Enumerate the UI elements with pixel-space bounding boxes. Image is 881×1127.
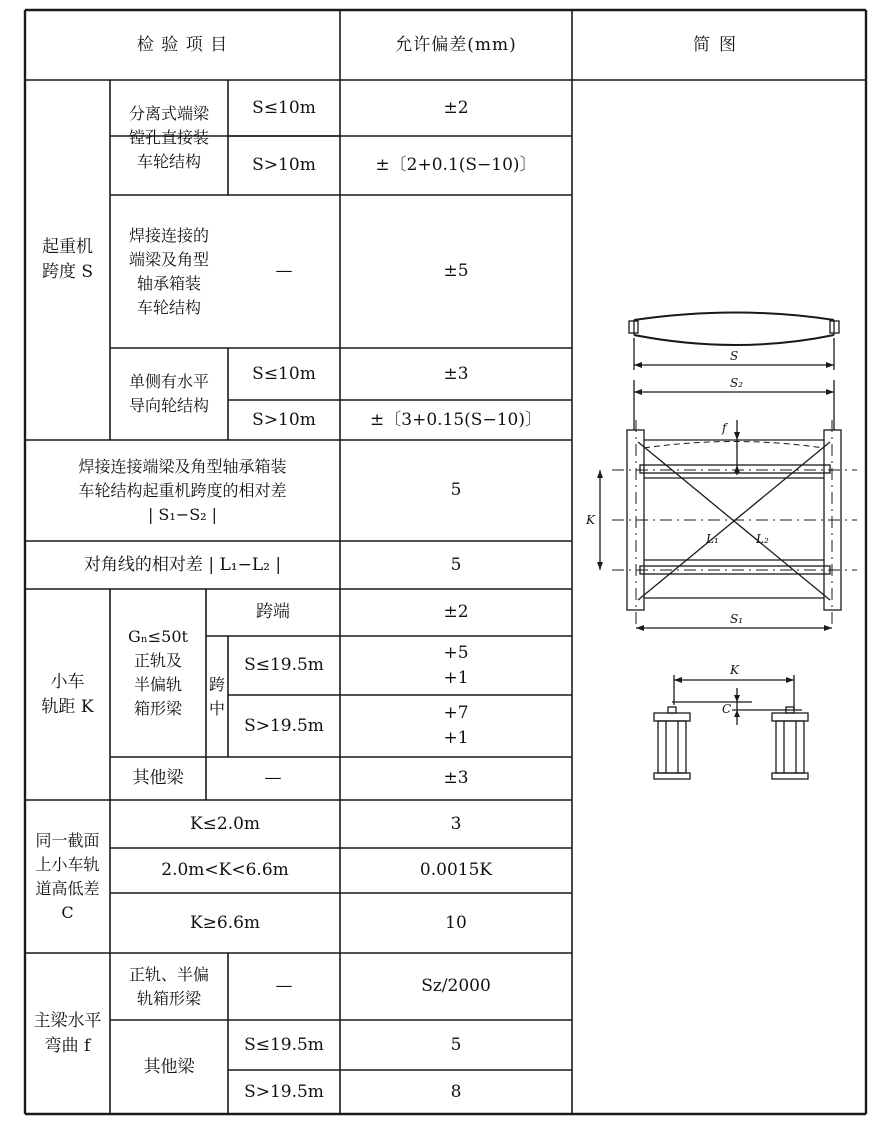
bending-group-label: 主梁水平 弯曲 f	[33, 1010, 102, 1056]
trolley-other-cond: —	[264, 768, 282, 788]
dim-k2-label: K	[730, 663, 739, 677]
trolley-mid-gt-value: +7 +1	[443, 703, 469, 748]
bending-gt-value: 8	[450, 1081, 462, 1102]
header-tolerance: 允许偏差(mm)	[395, 34, 517, 55]
rail-height-r3-value: 10	[445, 912, 467, 933]
split-beam-label: 分离式端梁 镗孔直接装 车轮结构	[128, 103, 209, 171]
split-le10-cond: S≤10m	[252, 97, 316, 118]
trolley-other-value: ±3	[443, 768, 469, 788]
crane-plan-view	[612, 420, 857, 625]
trolley-gauge-group-label: 小车 轨距 K	[41, 671, 94, 717]
crane-sketch	[572, 80, 866, 780]
trolley-mid-gt-cond: S>19.5m	[244, 715, 324, 736]
dim-f-label: f	[722, 421, 727, 435]
dim-s-label: S	[730, 349, 739, 363]
trolley-mid-le-value: +5 +1	[443, 642, 469, 688]
split-le10-value: ±2	[443, 97, 469, 118]
bending-box-cond: —	[275, 976, 293, 996]
trolley-box-beam-label: Gₙ≤50t 正轨及 半偏轨 箱形梁	[128, 627, 188, 718]
bending-gt-cond: S>19.5m	[244, 1081, 324, 1102]
trolley-end-value: ±2	[443, 602, 469, 622]
bending-box-value: Sz/2000	[421, 976, 491, 996]
rail-height-r2-value: 0.0015K	[419, 860, 493, 880]
rail-height-r1-cond: K≤2.0m	[189, 813, 261, 834]
bending-le-value: 5	[450, 1034, 462, 1055]
rail-height-r1-value: 3	[450, 813, 462, 834]
bending-box-beam-label: 正轨、半偏 轨箱形梁	[128, 964, 209, 1008]
rail-section-view	[654, 675, 808, 779]
trolley-end-cond: 跨端	[256, 602, 290, 622]
relative-span-value: 5	[450, 480, 462, 500]
dim-s1-label: S₁	[730, 612, 744, 626]
diagonal-label: 对角线的相对差 | L₁−L₂ |	[83, 554, 282, 575]
side-gt10-cond: S>10m	[252, 409, 316, 430]
header-sketch: 简图	[693, 34, 745, 55]
span-group-label: 起重机 跨度 S	[41, 237, 94, 282]
welded-label: 焊接连接的 端梁及角型 轴承箱装 车轮结构	[128, 225, 209, 317]
bending-other-label: 其他梁	[143, 1056, 195, 1077]
trolley-other-label: 其他梁	[132, 768, 184, 788]
diag-l1-label: L₁	[706, 532, 719, 546]
dim-c-label: C	[722, 702, 732, 716]
rail-height-r3-cond: K≥6.6m	[189, 912, 261, 933]
welded-cond: —	[275, 261, 293, 281]
dim-k-label: K	[586, 513, 595, 527]
rail-height-r2-cond: 2.0m<K<6.6m	[161, 860, 289, 880]
trolley-mid-le-cond: S≤19.5m	[244, 655, 324, 675]
dim-s2-label: S₂	[730, 376, 744, 390]
welded-value: ±5	[443, 261, 469, 281]
side-gt10-value: ±〔3+0.15(S−10)〕	[370, 409, 542, 430]
split-gt10-cond: S>10m	[252, 155, 316, 175]
split-gt10-value: ±〔2+0.1(S−10)〕	[375, 155, 537, 175]
bending-le-cond: S≤19.5m	[244, 1034, 324, 1055]
side-le10-value: ±3	[443, 363, 469, 384]
header-item: 检 验 项 目	[136, 34, 229, 55]
diag-l2-label: L₂	[756, 532, 769, 546]
relative-span-label: 焊接连接端梁及角型轴承箱装 车轮结构起重机跨度的相对差 | S₁−S₂ |	[78, 456, 287, 524]
rail-height-group-label: 同一截面 上小车轨 道高低差 C	[35, 830, 100, 922]
trolley-mid-label: 跨 中	[208, 674, 225, 718]
side-le10-cond: S≤10m	[252, 363, 316, 384]
side-guide-label: 单侧有水平 导向轮结构	[128, 372, 209, 415]
diagonal-value: 5	[450, 554, 462, 575]
